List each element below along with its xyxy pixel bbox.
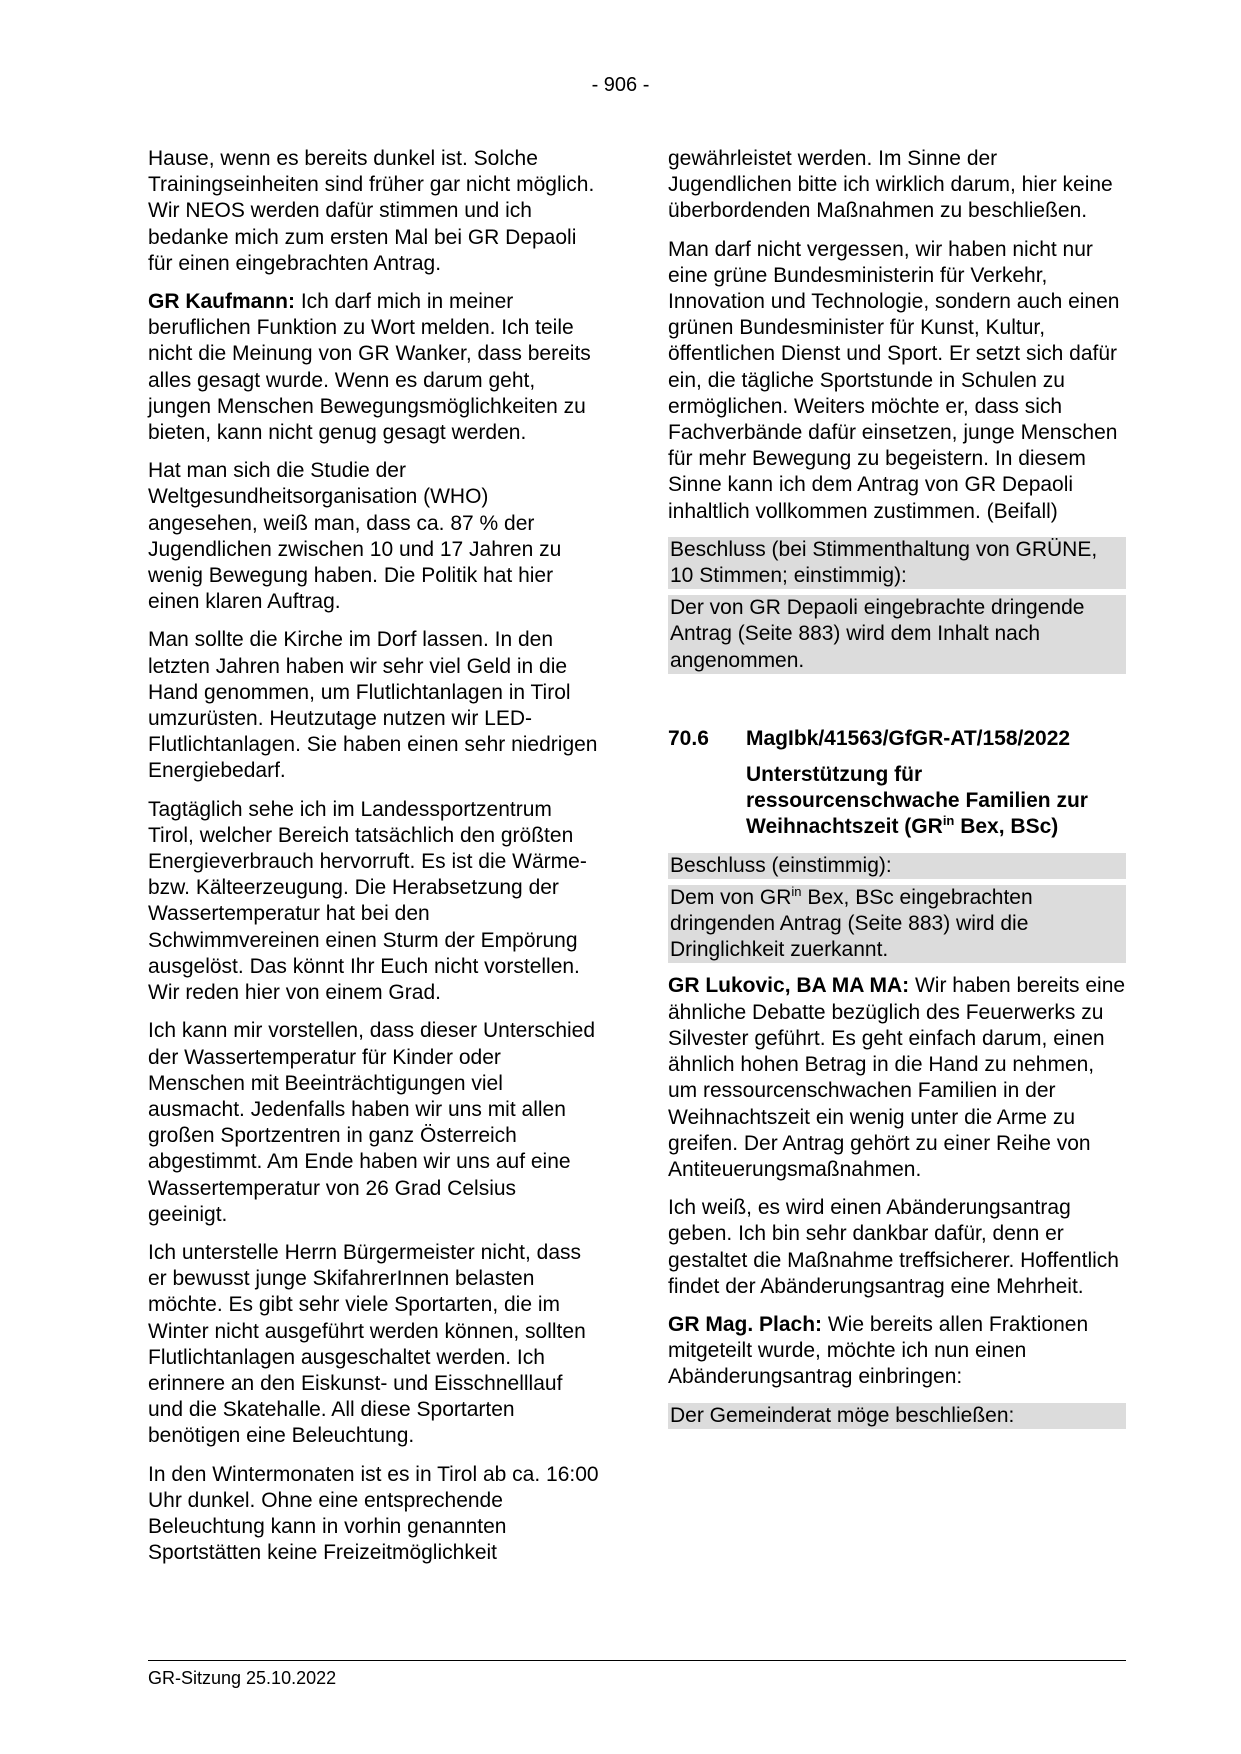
paragraph: [668, 237, 1126, 525]
paragraph: [148, 627, 600, 784]
decision-header: Beschluss (bei Stimmenthaltung von GRÜNE, 10 Stimmen; einstimmig):: [668, 537, 1126, 589]
speaker-name: GR Lukovic, BA MA MA:: [668, 974, 910, 998]
paragraph: [148, 289, 600, 446]
paragraph: [148, 1240, 600, 1450]
paragraph-text: Hause, wenn es bereits dunkel ist. Solche Trainingseinheiten sind früher gar nicht möglich. Wir NEOS werden dafür stimmen und ich bedanke mich zum ersten Mal bei GR Depaoli für einen eingebrachten Antrag.: [148, 147, 595, 275]
decision-text: Der von GR Depaoli eingebrachte dringende Antrag (Seite 883) wird dem Inhalt nach angenommen.: [668, 595, 1126, 674]
paragraph-text: Ich weiß, es wird einen Abänderungsantrag geben. Ich bin sehr dankbar dafür, denn er gestaltet die Maßnahme treffsicherer. Hoffentlich findet der Abänderungsantrag eine Mehrheit.: [668, 1196, 1119, 1298]
speaker-name: GR Kaufmann:: [148, 290, 295, 314]
page-number: - 906 -: [591, 74, 650, 96]
section-reference: MagIbk/41563/GfGR-AT/158/2022: [746, 726, 1071, 750]
paragraph-text: Man sollte die Kirche im Dorf lassen. In den letzten Jahren haben wir sehr viel Geld in die Hand genommen, um Flutlichtanlagen in Tirol umzurüsten. Heutzutage nutzen wir LED-Flutlichtanlagen. Sie haben einen sehr niedrigen Energiebedarf.: [148, 628, 598, 783]
paragraph-text: Ich darf mich in meiner beruflichen Funktion zu Wort melden. Ich teile nicht die Meinung von GR Wanker, dass bereits alles gesagt wurde. Wenn es darum geht, jungen Menschen Bewegungsmöglichkeiten zu bieten, kann nicht genug gesagt werden.: [148, 290, 591, 445]
paragraph: [148, 797, 600, 1007]
paragraph-text: Ich unterstelle Herrn Bürgermeister nicht, dass er bewusst junge SkifahrerInnen belasten möchte. Es gibt sehr viele Sportarten, die im Winter nicht ausgeführt werden können, sollten Flutlichtanlagen ausgeschaltet werden. Ich erinnere an den Eiskunst- und Eisschnelllauf und die Skatehalle. All diese Sportarten benötigen eine Beleuchtung.: [148, 1240, 586, 1448]
decision-header: Der Gemeinderat möge beschließen:: [668, 1403, 1126, 1429]
footer-divider: [148, 1660, 1126, 1661]
paragraph: [148, 1462, 600, 1567]
paragraph: [148, 146, 600, 277]
section-number: 70.6: [668, 726, 709, 750]
paragraph: [668, 973, 1126, 1183]
paragraph-text: Tagtäglich sehe ich im Landessportzentrum Tirol, welcher Bereich tatsächlich den größten Energieverbrauch hervorruft. Es ist die Wärme- bzw. Kälteerzeugung. Die Herabsetzung der Wassertemperatur hat bei den Schwimmvereinen einen Sturm der Empörung ausgelöst. Das könnt Ihr Euch nicht vorstellen. Wir reden hier von einem Grad.: [148, 797, 587, 1005]
paragraph: [668, 1195, 1126, 1300]
decision-header: Beschluss (einstimmig):: [668, 853, 1126, 879]
paragraph: [668, 1312, 1126, 1391]
paragraph-text: Hat man sich die Studie der Weltgesundheitsorganisation (WHO) angesehen, weiß man, dass ca. 87 % der Jugendlichen zwischen 10 und 17 Jahren zu wenig Bewegung haben. Die Politik hat hier einen klaren Auftrag.: [148, 459, 562, 614]
section-heading: [668, 726, 1126, 752]
paragraph-text: Ich kann mir vorstellen, dass dieser Unterschied der Wassertemperatur für Kinder oder Menschen mit Beeinträchtigungen viel ausmacht. Jedenfalls haben wir uns mit allen großen Sportzentren in ganz Österreich abgestimmt. Am Ende haben wir uns auf eine Wassertemperatur von 26 Grad Celsius geeinigt.: [148, 1019, 596, 1226]
paragraph: [148, 1018, 600, 1228]
paragraph: [668, 146, 1126, 225]
footer-text: GR-Sitzung 25.10.2022: [148, 1668, 337, 1688]
paragraph-text: Wie bereits allen Fraktionen mitgeteilt wurde, möchte ich nun einen Abänderungsantrag einbringen:: [668, 1312, 1089, 1389]
left-column: [148, 146, 600, 1578]
decision-text: Dem von $GR^{in}$ Bex, BSc eingebrachten dringenden Antrag (Seite 883) wird die Dringlichkeit zuerkannt.: [668, 885, 1126, 964]
section-title: Unterstützung für ressourcenschwache Familien zur Weihnachtszeit ($GR^{in}$ Bex, BSc): [746, 763, 1088, 839]
paragraph-text: Man darf nicht vergessen, wir haben nicht nur eine grüne Bundesministerin für Verkehr, Innovation und Technologie, sondern auch einen grünen Bundesminister für Kunst, Kultur, öffentlichen Dienst und Sport. Er setzt sich dafür ein, die tägliche Sportstunde in Schulen zu ermöglichen. Weiters möchte er, dass sich Fachverbände dafür einsetzen, junge Menschen für mehr Bewegung zu begeistern. In diesem Sinne kann ich dem Antrag von GR Depaoli inhaltlich vollkommen zustimmen. (Beifall): [668, 237, 1120, 523]
paragraph-text: In den Wintermonaten ist es in Tirol ab ca. 16:00 Uhr dunkel. Ohne eine entsprechende Beleuchtung kann in vorhin genannten Sportstätten keine Freizeitmöglichkeit: [148, 1462, 599, 1565]
paragraph: [148, 458, 600, 615]
paragraph-text: Wir haben bereits eine ähnliche Debatte bezüglich des Feuerwerks zu Silvester geführt. Es geht einfach darum, einen ähnlich hohen Betrag in die Hand zu nehmen, um ressourcenschwachen Familien in der Weihnachtszeit ein wenig unter die Arme zu greifen. Der Antrag gehört zu einer Reihe von Antiteuerungsmaßnahmen.: [668, 974, 1126, 1181]
right-column: [668, 146, 1126, 1435]
paragraph-text: gewährleistet werden. Im Sinne der Jugendlichen bitte ich wirklich darum, hier keine überbordenden Maßnahmen zu beschließen.: [668, 147, 1113, 223]
speaker-name: GR Mag. Plach:: [668, 1312, 823, 1336]
